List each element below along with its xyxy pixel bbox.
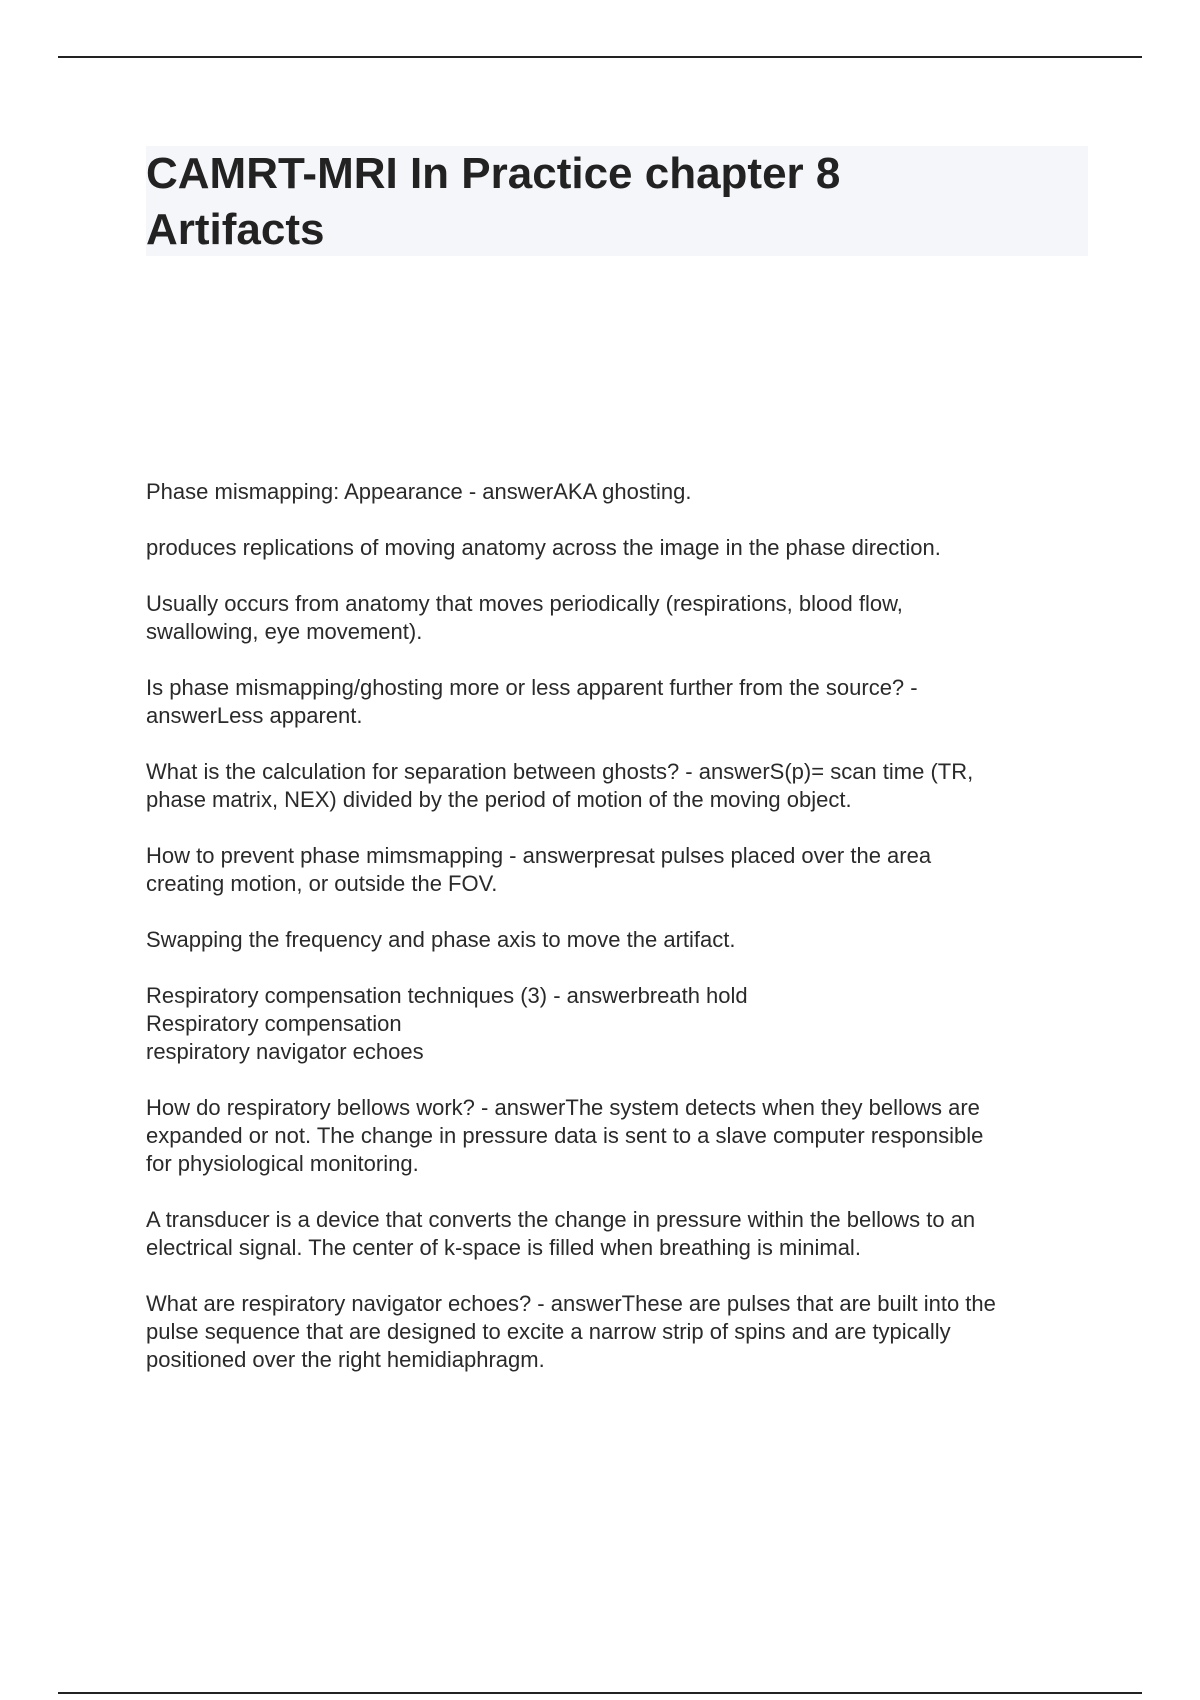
paragraph-7: Swapping the frequency and phase axis to move the artifact. xyxy=(146,927,736,952)
paragraph-2: produces replications of moving anatomy across the image in the phase direction. xyxy=(146,535,941,560)
paragraph-1: Phase mismapping: Appearance - answerAKA ghosting. xyxy=(146,479,692,504)
bottom-rule xyxy=(58,1692,1142,1694)
title-block xyxy=(146,146,1088,256)
document-title: CAMRT-MRI In Practice chapter 8 Artifacts xyxy=(146,149,841,254)
paragraph-4: Is phase mismapping/ghosting more or less apparent further from the source? - answerLess apparent. xyxy=(146,675,918,728)
document-body xyxy=(146,478,1096,1402)
paragraph-6: How to prevent phase mimsmapping - answerpresat pulses placed over the area creating motion, or outside the FOV. xyxy=(146,843,932,896)
paragraph-5: What is the calculation for separation between ghosts? - answerS(p)= scan time (TR, phase matrix, NEX) divided by the period of motion of the moving object. xyxy=(146,759,974,812)
paragraph-3: Usually occurs from anatomy that moves periodically (respirations, blood flow, swallowing, eye movement). xyxy=(146,591,903,644)
paragraph-8: Respiratory compensation techniques (3) - answerbreath hold Respiratory compensation respiratory navigator echoes xyxy=(146,983,748,1064)
top-rule xyxy=(58,56,1142,58)
paragraph-10: A transducer is a device that converts the change in pressure within the bellows to an electrical signal. The center of k-space is filled when breathing is minimal. xyxy=(146,1207,976,1260)
paragraph-9: How do respiratory bellows work? - answerThe system detects when they bellows are expanded or not. The change in pressure data is sent to a slave computer responsible for physiological monitoring. xyxy=(146,1095,984,1176)
paragraph-11: What are respiratory navigator echoes? - answerThese are pulses that are built into the pulse sequence that are designed to excite a narrow strip of spins and are typically positioned over the right hemidiaphragm. xyxy=(146,1291,996,1372)
